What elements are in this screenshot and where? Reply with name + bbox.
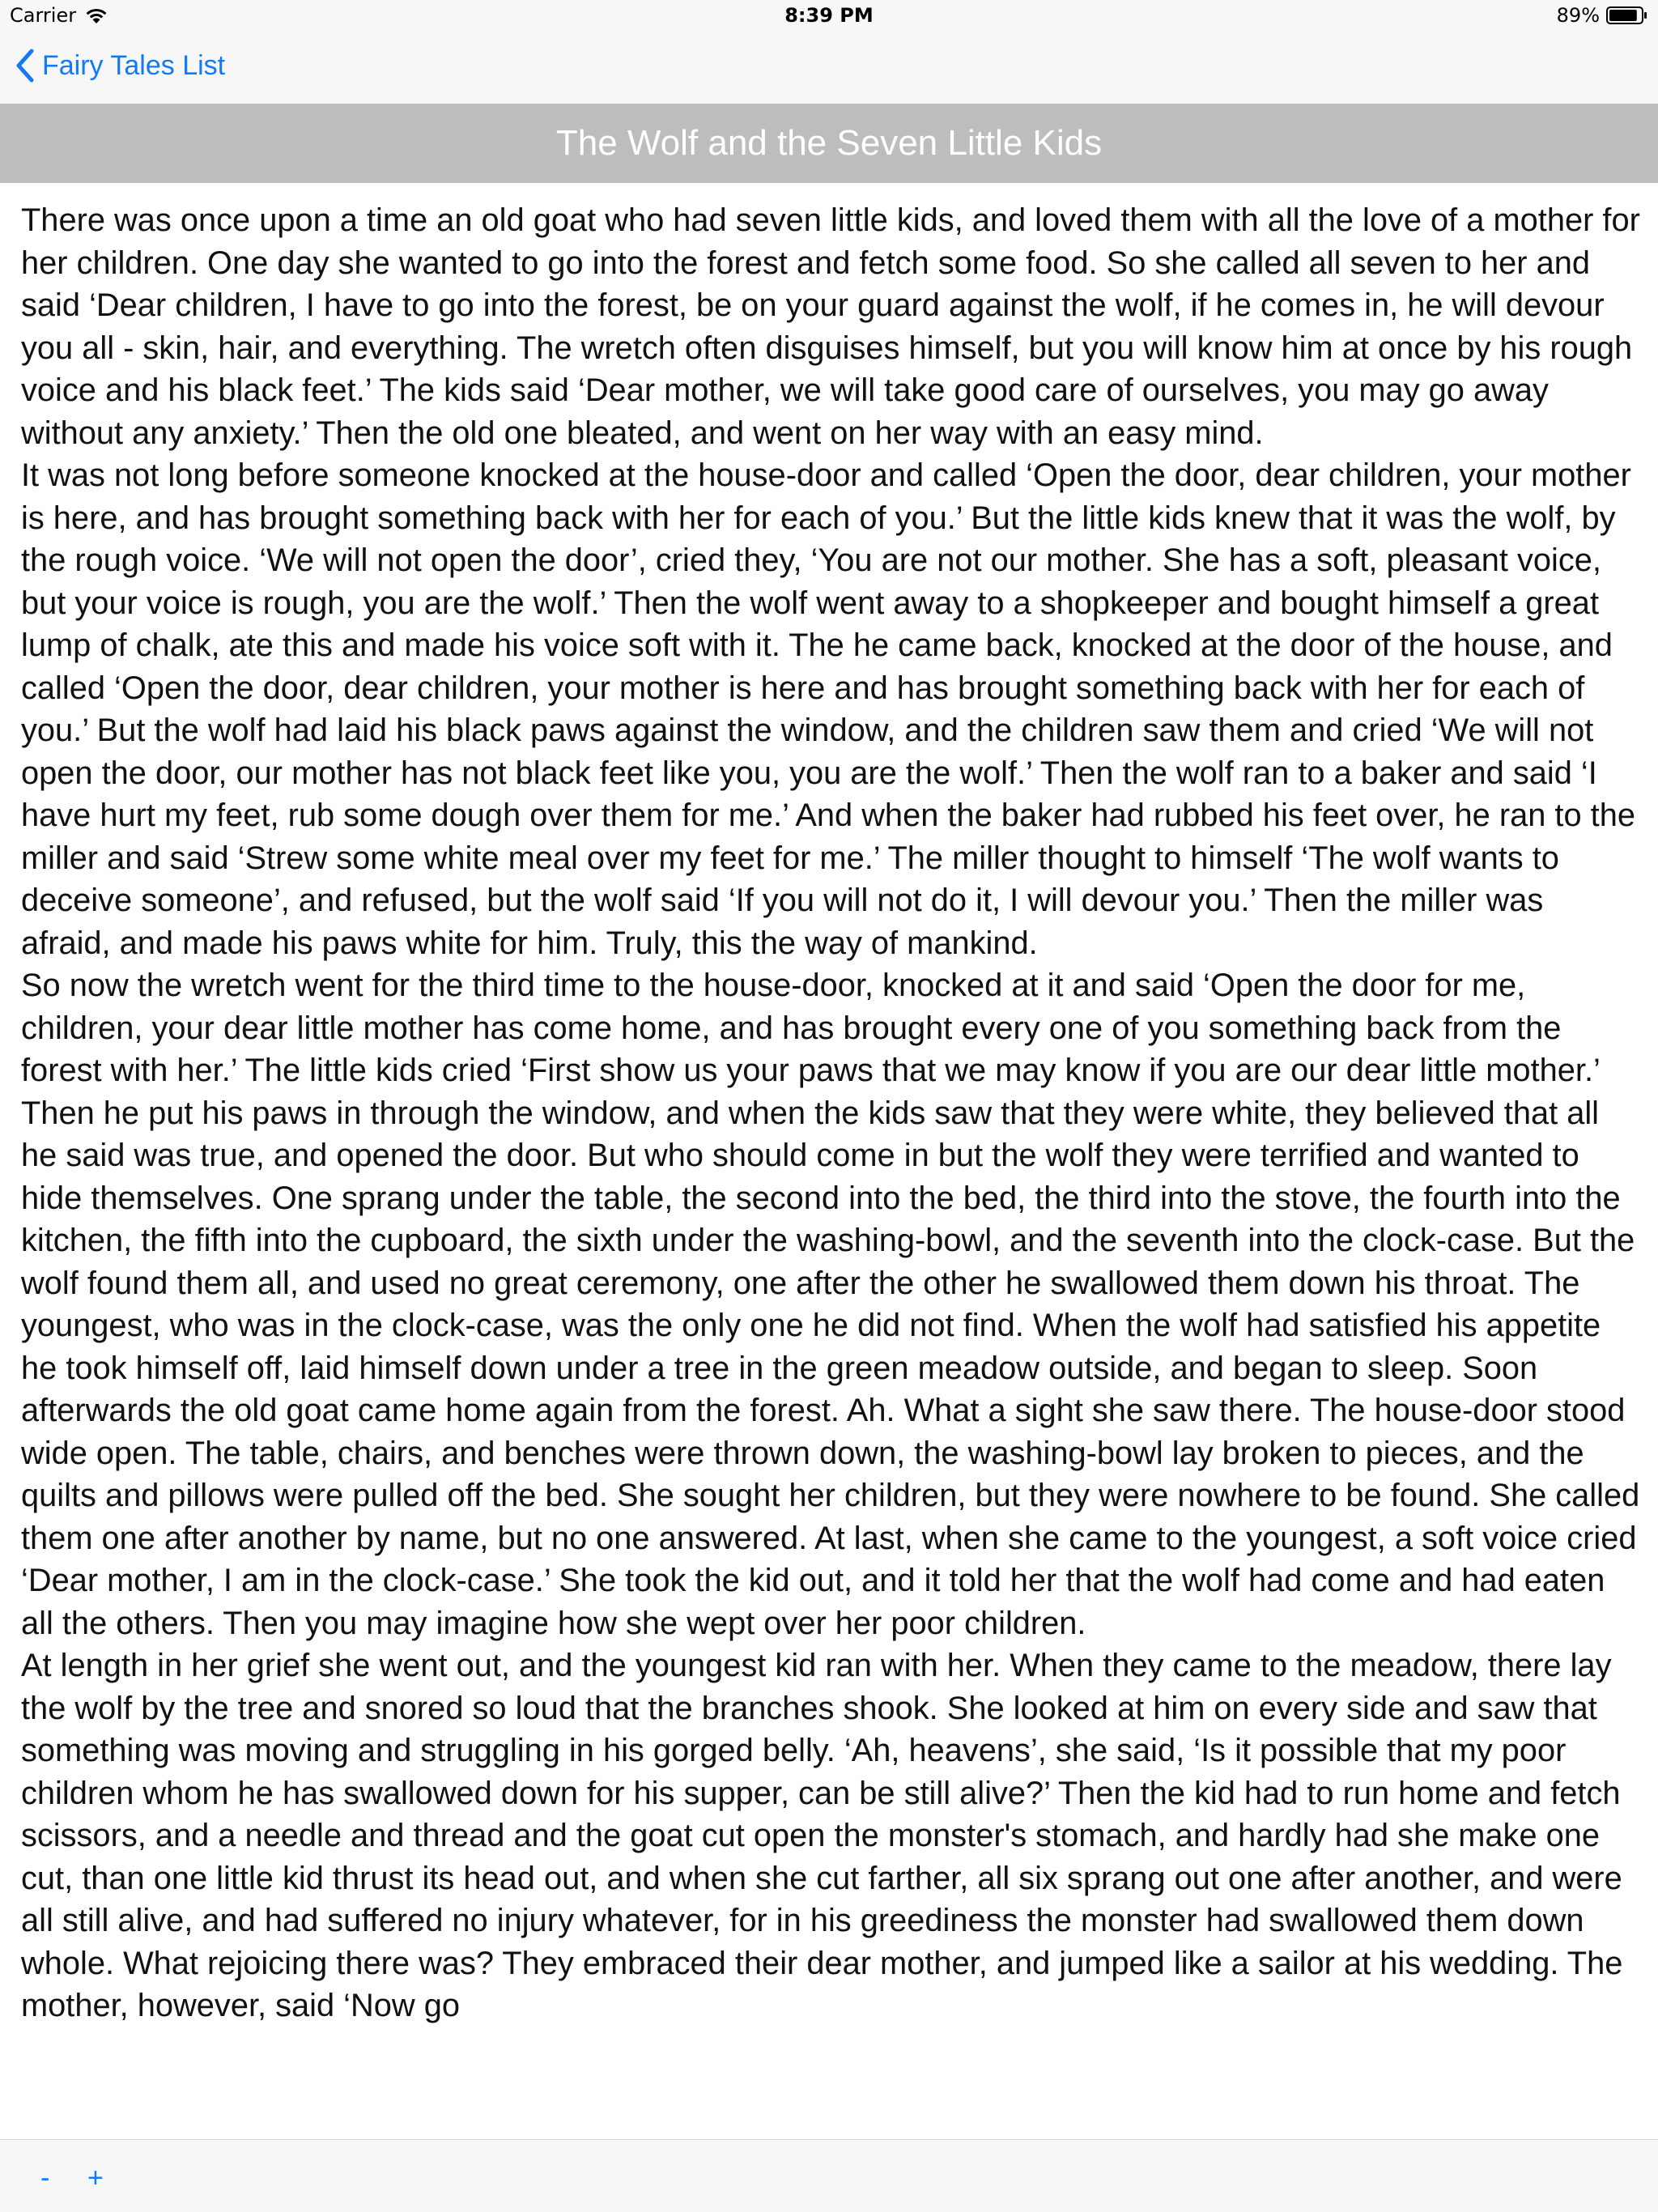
story-paragraph: At length in her grief she went out, and the youngest kid ran with her. When they came to the meadow, there lay the wolf by the tree and snored so loud that the branches shook. She looked at him on every side and saw that something was moving and struggling in his gorged belly. ‘Ah, heavens’, she said, ‘Is it possible that my poor children whom he has swallowed down for his supper, can be still alive?’ Then the kid had to run home and fetch scissors, and a needle and thread and the goat cut open the monster's stomach, and hardly had she make one cut, than one little kid thrust its head out, and when she cut farther, all six sprang out one after another, and were all still alive, and had suffered no injury whatever, for in his greediness the monster had swallowed them down whole. What rejoicing there was? They embraced their dear mother, and jumped like a sailor at his wedding. The mother, however, said ‘Now go xyxy=(21,1648,1623,2023)
status-time: 8:39 PM xyxy=(784,4,874,27)
status-bar xyxy=(0,0,1658,32)
status-battery xyxy=(1557,4,1648,27)
navigation-bar xyxy=(0,32,1658,104)
battery-percent: 89% xyxy=(1556,4,1600,27)
font-increase-button[interactable]: + xyxy=(87,2163,104,2193)
story-paragraph: There was once upon a time an old goat who had seven little kids, and loved them with all the love of a mother for her children. One day she wanted to go into the forest and fetch some food. So she called all seven to her and said ‘Dear children, I have to go into the forest, be on your guard against the wolf, if he comes in, he will devour you all - skin, hair, and everything. The wretch often disguises himself, but you will know him at once by his rough voice and his black feet.’ The kids said ‘Dear mother, we will take good care of ourselves, you may go away without any anxiety.’ Then the old one bleated, and went on her way with an easy mind. xyxy=(21,202,1640,451)
back-button-label: Fairy Tales List xyxy=(42,49,226,81)
story-paragraph: It was not long before someone knocked at the house-door and called ‘Open the door, dear children, your mother is here, and has brought something back with her for each of you.’ But the little kids knew that it was the wolf, by the rough voice. ‘We will not open the door’, cried they, ‘You are not our mother. She has a soft, pleasant voice, but your voice is rough, you are the wolf.’ Then the wolf went away to a shopkeeper and bought himself a great lump of chalk, ate this and made his voice soft with it. The he came back, knocked at the door of the house, and called ‘Open the door, dear children, your mother is here and has brought something back with her for each of you.’ But the wolf had laid his black paws against the window, and the children saw them and cried ‘We will not open the door, our mother has not black feet like you, you are the wolf.’ Then the wolf ran to a baker and said ‘I have hurt my feet, rub some dough over them for me.’ And when the baker had rubbed his feet over, he ran to the miller and said ‘Strew some white meal over my feet for me.’ The miller thought to himself ‘The wolf wants to deceive someone’, and refused, but the wolf said ‘If you will not do it, I will devour you.’ Then the miller was afraid, and made his paws white for him. Truly, this the way of mankind. xyxy=(21,457,1635,961)
battery-icon xyxy=(1606,6,1648,25)
font-decrease-button[interactable]: - xyxy=(40,2163,50,2193)
bottom-toolbar xyxy=(0,2139,1658,2212)
story-text[interactable] xyxy=(21,199,1640,2142)
chevron-left-icon xyxy=(15,49,36,83)
story-paragraph: So now the wretch went for the third time to the house-door, knocked at it and said ‘Open the door for me, children, your dear little mother has come home, and has brought every one of you something back from the forest with her.’ The little kids cried ‘First show us your paws that we may know if you are our dear little mother.’ Then he put his paws in through the window, and when the kids saw that they were white, they believed that all he said was true, and opened the door. But who should come in but the wolf they were terrified and wanted to hide themselves. One sprang under the table, the second into the bed, the third into the stove, the fourth into the kitchen, the fifth into the cupboard, the sixth under the washing-bowl, and the seventh into the clock-case. But the wolf found them all, and used no great ceremony, one after the other he swallowed them down his throat. The youngest, who was in the clock-case, was the only one he did not find. When the wolf had satisfied his appetite he took himself off, laid himself down under a tree in the green meadow outside, and began to sleep. Soon afterwards the old goat came home again from the forest. Ah. What a sight she saw there. The house-door stood wide open. The table, chairs, and benches were thrown down, the washing-bowl lay broken to pieces, and the quilts and pillows were pulled off the bed. She sought her children, but they were nowhere to be found. She called them one after another by name, but no one answered. At last, when she came to the youngest, a soft voice cried ‘Dear mother, I am in the clock-case.’ She took the kid out, and it told her that the wolf had come and had eaten all the others. Then you may imagine how she wept over her poor children. xyxy=(21,968,1640,1641)
battery-fill xyxy=(1609,10,1637,21)
story-title: The Wolf and the Seven Little Kids xyxy=(0,104,1658,183)
carrier-label: Carrier xyxy=(10,4,77,27)
back-button[interactable] xyxy=(15,49,225,83)
